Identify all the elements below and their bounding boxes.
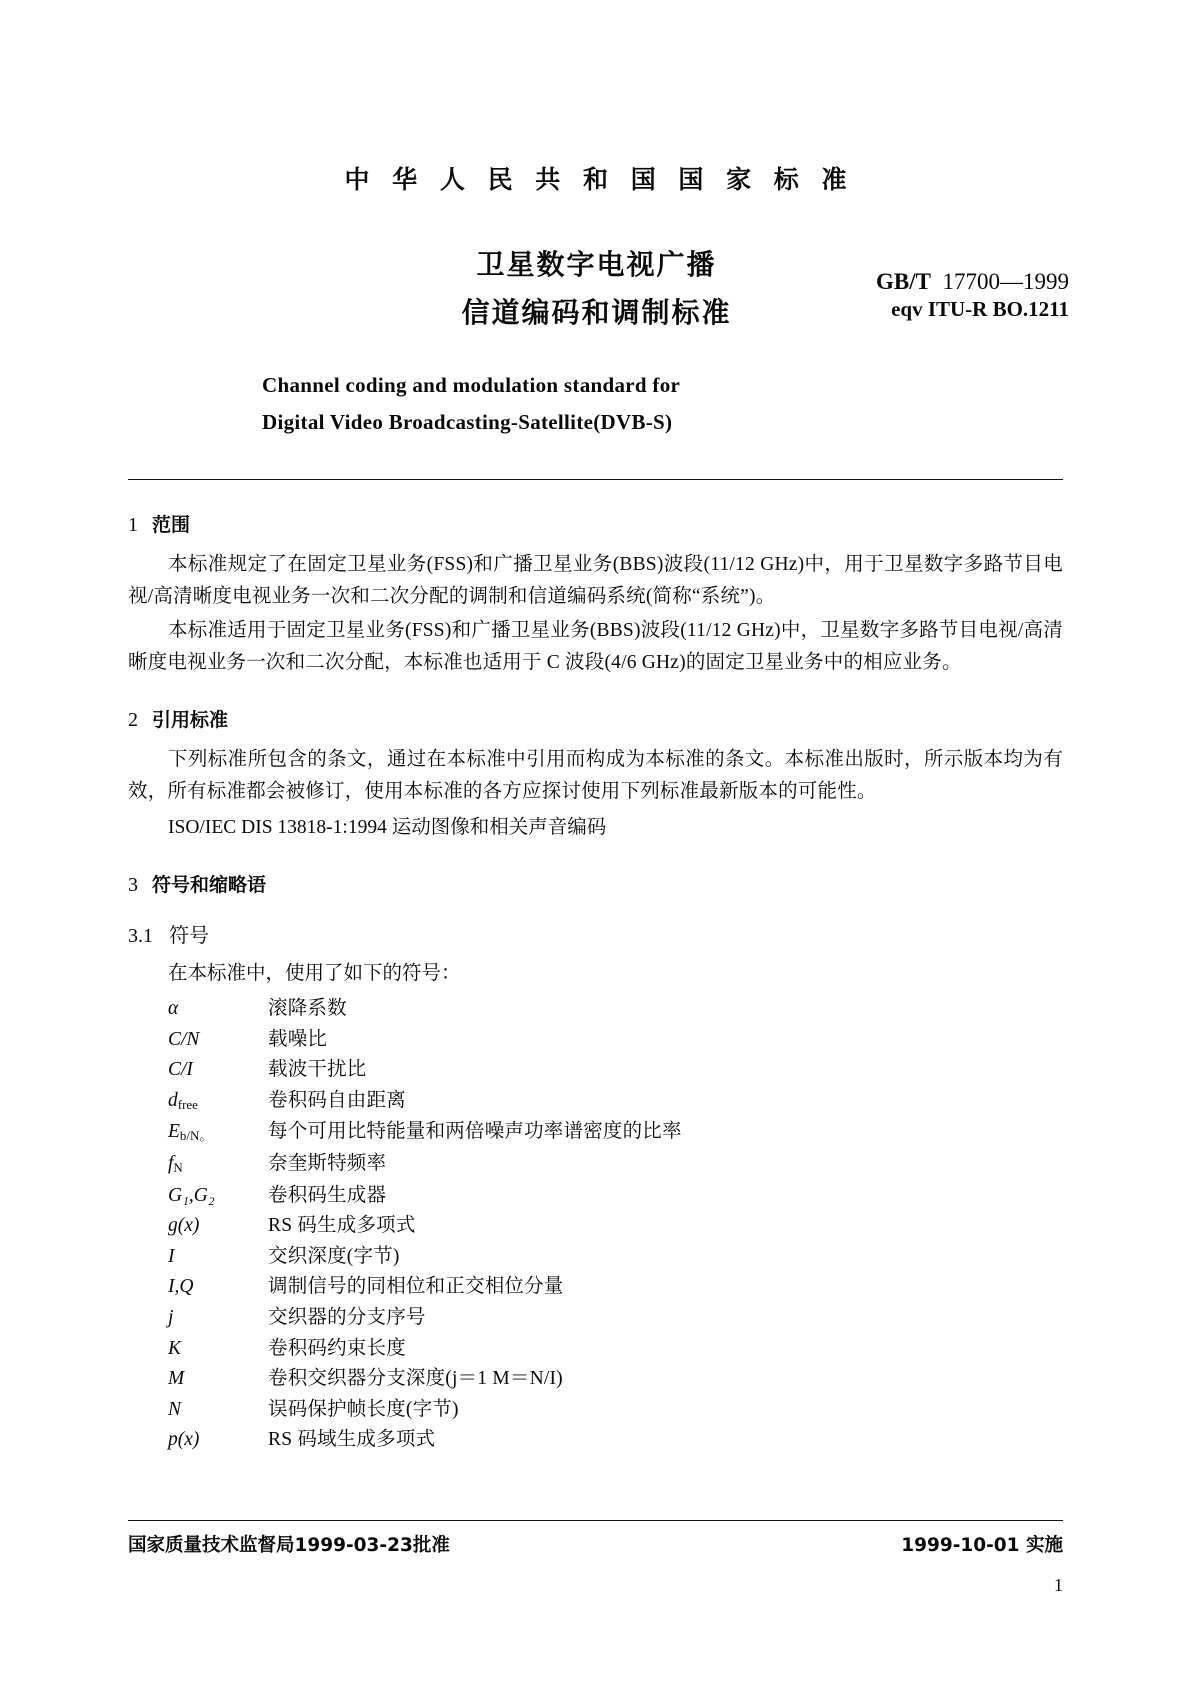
section-heading-1 bbox=[128, 510, 1063, 537]
symbols-lead-in: 在本标准中，使用了如下的符号： bbox=[168, 963, 461, 984]
symbol-row bbox=[128, 1149, 1063, 1181]
section-number-2: 2 bbox=[128, 709, 138, 731]
title-block bbox=[128, 241, 1069, 337]
symbol-row bbox=[128, 1086, 1063, 1118]
english-title-line-2: Digital Video Broadcasting-Satellite(DVB-S) bbox=[262, 410, 673, 434]
symbol-description: 卷积码自由距离 bbox=[268, 1089, 406, 1111]
symbol-description: RS 码域生成多项式 bbox=[268, 1429, 436, 1451]
symbol-key: j bbox=[168, 1306, 174, 1328]
section-number-3: 3 bbox=[128, 874, 138, 896]
symbol-key: p(x) bbox=[168, 1429, 200, 1451]
symbol-key: g(x) bbox=[168, 1215, 200, 1237]
symbol-row bbox=[128, 1055, 1063, 1086]
footer-row bbox=[128, 1531, 1063, 1557]
document-title-line-1: 卫星数字电视广播 bbox=[476, 248, 717, 281]
national-standard-banner: 中 华 人 民 共 和 国 国 家 标 准 bbox=[344, 165, 854, 194]
effective-date: 1999-10-01 实施 bbox=[901, 1535, 1063, 1556]
symbol-description: 调制信号的同相位和正交相位分量 bbox=[268, 1276, 564, 1298]
standard-number-value: 17700—1999 bbox=[942, 269, 1069, 294]
symbol-row bbox=[128, 1395, 1063, 1426]
symbol-description: 交织深度(字节) bbox=[268, 1245, 400, 1267]
symbol-row bbox=[128, 1025, 1063, 1056]
symbol-key: $f_N$ bbox=[168, 1152, 183, 1175]
symbol-row bbox=[128, 1334, 1063, 1365]
subsection-heading-3-1 bbox=[128, 919, 1063, 948]
symbol-key: M bbox=[168, 1368, 185, 1390]
symbol-description: 交织器的分支序号 bbox=[268, 1306, 426, 1328]
subsection-number-3-1: 3.1 bbox=[128, 925, 153, 947]
symbol-description: 载噪比 bbox=[268, 1028, 328, 1050]
symbol-description: 误码保护帧长度(字节) bbox=[268, 1398, 459, 1420]
normative-reference-item: ISO/IEC DIS 13818-1:1994 运动图像和相关声音编码 bbox=[168, 817, 607, 838]
symbol-key-subscript: N bbox=[173, 1159, 183, 1175]
header-divider bbox=[128, 479, 1063, 480]
symbol-row bbox=[128, 994, 1063, 1025]
symbol-description: 奈奎斯特频率 bbox=[268, 1152, 387, 1174]
section-heading-3 bbox=[128, 870, 1063, 897]
symbol-row bbox=[128, 1181, 1063, 1212]
symbol-row bbox=[128, 1117, 1063, 1149]
symbol-key: I,Q bbox=[168, 1276, 194, 1298]
standard-number-prefix: GB/T bbox=[876, 269, 931, 294]
symbol-description: 卷积码约束长度 bbox=[268, 1337, 406, 1359]
symbol-description: 滚降系数 bbox=[268, 998, 347, 1019]
symbol-key: G₁,G₂ bbox=[168, 1184, 215, 1206]
symbol-key: $d_{free}$ bbox=[168, 1089, 198, 1112]
section-2-paragraph-1: 下列标准所包含的条文，通过在本标准中引用而构成为本标准的条文。本标准出版时，所示版本均为有效，所有标准都会被修订，使用本标准的各方应探讨使用下列标准最新版本的可能性。 bbox=[128, 749, 1063, 802]
symbol-row bbox=[128, 1211, 1063, 1242]
subsection-title-3-1: 符号 bbox=[169, 925, 209, 947]
section-number-1: 1 bbox=[128, 514, 138, 536]
symbol-key: N bbox=[168, 1398, 182, 1420]
section-heading-2 bbox=[128, 705, 1063, 732]
page-footer bbox=[128, 1520, 1063, 1596]
symbol-description: 每个可用比特能量和两倍噪声功率谱密度的比率 bbox=[268, 1121, 682, 1143]
symbol-key: C/N bbox=[168, 1028, 200, 1050]
symbol-key: K bbox=[168, 1337, 182, 1359]
standard-number-block bbox=[876, 269, 1069, 322]
page-number: 1 bbox=[1054, 1575, 1063, 1595]
symbol-key: α bbox=[168, 998, 179, 1019]
symbol-description: RS 码生成多项式 bbox=[268, 1215, 416, 1237]
section-title-2: 引用标准 bbox=[152, 709, 229, 731]
english-title bbox=[262, 367, 1063, 441]
symbol-row bbox=[128, 1303, 1063, 1334]
symbol-key: $E_{b/N。}$ bbox=[168, 1121, 213, 1144]
symbol-row bbox=[128, 1242, 1063, 1273]
symbol-description: 卷积码生成器 bbox=[268, 1184, 387, 1206]
symbol-description: 卷积交织器分支深度(j＝1 M＝N/I) bbox=[268, 1368, 563, 1390]
equivalent-standard-reference: eqv ITU-R BO.1211 bbox=[891, 297, 1069, 321]
section-1-paragraph-2: 本标准适用于固定卫星业务(FSS)和广播卫星业务(BBS)波段(11/12 GHz)中，卫星数字多路节目电视/高清晰度电视业务一次和二次分配，本标准也适用于 C 波段(4/6 GHz)的固定卫星业务中的相应业务。 bbox=[128, 620, 1063, 673]
symbol-key: I bbox=[168, 1245, 175, 1267]
approval-statement: 国家质量技术监督局1999-03-23批准 bbox=[128, 1535, 450, 1556]
document-title-line-2: 信道编码和调制标准 bbox=[461, 296, 732, 329]
symbol-row bbox=[128, 1272, 1063, 1303]
symbol-key-subscript: b/N。 bbox=[179, 1128, 213, 1144]
symbol-description: 载波干扰比 bbox=[268, 1059, 367, 1081]
symbol-row bbox=[128, 1364, 1063, 1395]
document-body bbox=[128, 510, 1063, 1456]
footer-divider bbox=[128, 1520, 1063, 1521]
masthead bbox=[128, 160, 1069, 441]
english-title-line-1: Channel coding and modulation standard for bbox=[262, 373, 681, 397]
symbol-key: C/I bbox=[168, 1059, 193, 1081]
section-1-paragraph-1: 本标准规定了在固定卫星业务(FSS)和广播卫星业务(BBS)波段(11/12 GHz)中，用于卫星数字多路节目电视/高清晰度电视业务一次和二次分配的调制和信道编码系统(简称“系统”)。 bbox=[128, 554, 1063, 607]
symbol-definition-list bbox=[128, 994, 1063, 1456]
symbol-key-subscript: free bbox=[177, 1096, 198, 1112]
symbol-row bbox=[128, 1425, 1063, 1456]
section-title-1: 范围 bbox=[152, 514, 191, 536]
section-title-3: 符号和缩略语 bbox=[152, 874, 267, 896]
standard-number bbox=[876, 269, 1069, 295]
